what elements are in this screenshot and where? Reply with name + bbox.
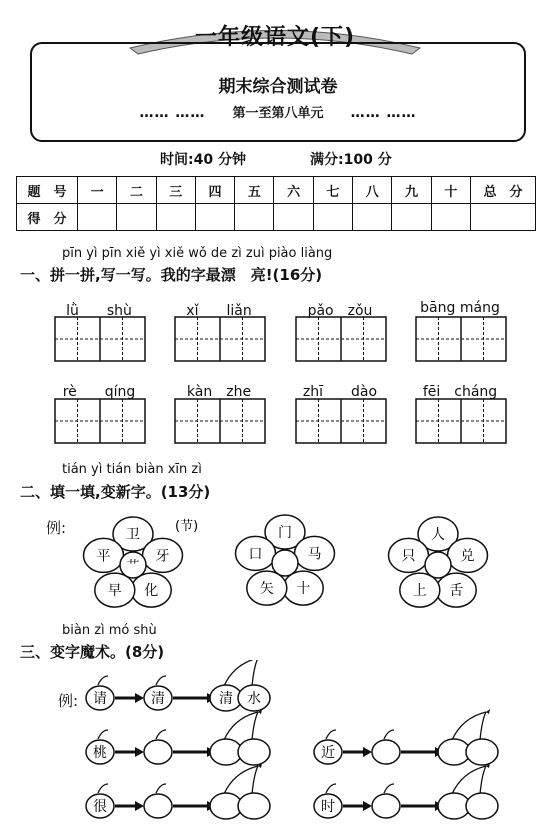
svg-text:很: 很: [93, 799, 107, 815]
table-cell: 七: [313, 177, 352, 204]
example-label: 例:: [46, 519, 67, 537]
flower-center[interactable]: [272, 550, 298, 576]
table-cell: 得 分: [17, 204, 78, 231]
score-input-cell[interactable]: [392, 204, 431, 231]
svg-text:近: 近: [321, 745, 335, 761]
section3-heading: 三、变字魔术。(8分): [20, 643, 165, 661]
score-table-score-row: [17, 204, 536, 231]
petal-char: 早: [107, 583, 122, 600]
table-cell: 五: [235, 177, 274, 204]
petal-char: 牙: [155, 548, 170, 565]
center-char: 艹: [126, 559, 140, 574]
twin-apples[interactable]: [210, 763, 270, 819]
writing-grid[interactable]: [415, 316, 507, 362]
svg-text:时: 时: [321, 799, 335, 815]
section2-pinyin: tián yì tián biàn xīn zì: [62, 462, 202, 477]
unit-range: 第一至第八单元: [232, 106, 324, 121]
table-cell: 二: [117, 177, 156, 204]
middle-apple[interactable]: [144, 730, 172, 764]
dots-right: …… ……: [350, 105, 417, 121]
table-cell: 总 分: [471, 177, 536, 204]
table-cell: 六: [274, 177, 313, 204]
petal-char: 矢: [259, 581, 274, 598]
petal-char: 口: [248, 546, 263, 563]
table-cell: 题 号: [17, 177, 78, 204]
petal-char: 兑: [460, 548, 475, 565]
banner-title: 一年级语文(下): [194, 25, 356, 50]
full-score: 满分:100 分: [310, 152, 392, 168]
flower: [236, 515, 335, 605]
score-input-cell[interactable]: [274, 204, 313, 231]
flower: [84, 517, 199, 607]
petal-char: 舌: [449, 583, 464, 600]
table-cell: 十: [431, 177, 470, 204]
svg-text:桃: 桃: [93, 745, 107, 761]
word-pinyin: rè qíng: [62, 384, 136, 400]
word-pinyin: fēi cháng: [422, 384, 498, 400]
section2-heading: 二、填一填,变新字。(13分): [20, 483, 211, 501]
writing-grid[interactable]: [54, 398, 146, 444]
start-apple[interactable]: [86, 676, 114, 710]
start-apple[interactable]: [314, 730, 342, 764]
middle-apple[interactable]: [144, 676, 172, 710]
writing-grid[interactable]: [295, 316, 387, 362]
writing-grid[interactable]: [415, 398, 507, 444]
score-input-cell[interactable]: [156, 204, 195, 231]
twin-apples[interactable]: [438, 763, 498, 819]
petal-char: 上: [412, 583, 427, 600]
twin-apples[interactable]: [210, 709, 270, 765]
table-cell: 一: [78, 177, 117, 204]
table-cell: 九: [392, 177, 431, 204]
svg-text:清: 清: [219, 691, 233, 707]
time-limit: 时间:40 分钟: [160, 152, 246, 168]
example-note: (节): [175, 519, 199, 534]
petal-char: 平: [96, 548, 111, 565]
score-input-cell[interactable]: [117, 204, 156, 231]
writing-grid[interactable]: [295, 398, 387, 444]
example-label-3: 例:: [58, 692, 79, 710]
middle-apple[interactable]: [372, 784, 400, 818]
middle-apple[interactable]: [144, 784, 172, 818]
score-input-cell[interactable]: [195, 204, 234, 231]
word-pinyin: lǜ shù: [66, 303, 132, 319]
writing-grid[interactable]: [54, 316, 146, 362]
table-cell: 四: [195, 177, 234, 204]
svg-text:清: 清: [151, 691, 165, 707]
exam-title: 期末综合测试卷: [218, 77, 338, 97]
arrow-icon: [115, 693, 144, 703]
table-cell: 八: [353, 177, 392, 204]
apple-chains: [0, 660, 552, 831]
score-input-cell[interactable]: [313, 204, 352, 231]
unit-line: [30, 102, 526, 121]
petal-char: 马: [307, 546, 322, 563]
arrow-icon: [343, 801, 372, 811]
petal-char: 只: [401, 548, 416, 565]
twin-apples[interactable]: [210, 660, 270, 711]
score-input-cell[interactable]: [471, 204, 536, 231]
middle-apple[interactable]: [372, 730, 400, 764]
start-apple[interactable]: [86, 730, 114, 764]
start-apple[interactable]: [314, 784, 342, 818]
twin-apples[interactable]: [438, 709, 498, 765]
score-input-cell[interactable]: [78, 204, 117, 231]
score-input-cell[interactable]: [235, 204, 274, 231]
start-apple[interactable]: [86, 784, 114, 818]
table-cell: 三: [156, 177, 195, 204]
section1-pinyin: pīn yì pīn xiě yì xiě wǒ de zì zuì piào liàng: [62, 246, 333, 261]
section1-heading: 一、拼一拼,写一写。我的字最漂 亮!(16分): [20, 266, 323, 284]
word-pinyin: zhī dào: [302, 384, 378, 400]
word-pinyin: pǎo zǒu: [307, 303, 373, 319]
petal-char: 化: [144, 583, 159, 600]
flower-center[interactable]: [425, 552, 451, 578]
writing-grid[interactable]: [174, 316, 266, 362]
svg-text:请: 请: [93, 691, 107, 707]
petal-char: 人: [431, 527, 445, 543]
flower: [389, 517, 488, 607]
arrow-icon: [115, 747, 144, 757]
arrow-icon: [115, 801, 144, 811]
dots-left: …… ……: [139, 105, 206, 121]
writing-grid[interactable]: [174, 398, 266, 444]
score-input-cell[interactable]: [353, 204, 392, 231]
score-input-cell[interactable]: [431, 204, 470, 231]
arrow-icon: [343, 747, 372, 757]
score-table: [16, 176, 536, 231]
petal-char: 门: [278, 525, 292, 541]
flower-diagrams: [0, 505, 552, 617]
score-table-header-row: [17, 177, 536, 204]
petal-char: 十: [296, 581, 311, 598]
section3-pinyin: biàn zì mó shù: [62, 623, 157, 638]
svg-text:水: 水: [247, 691, 261, 707]
word-pinyin: kàn zhe: [186, 384, 252, 400]
petal-char: 卫: [126, 527, 140, 543]
word-pinyin: bāng máng: [420, 300, 500, 316]
word-pinyin: xǐ liǎn: [186, 303, 252, 319]
